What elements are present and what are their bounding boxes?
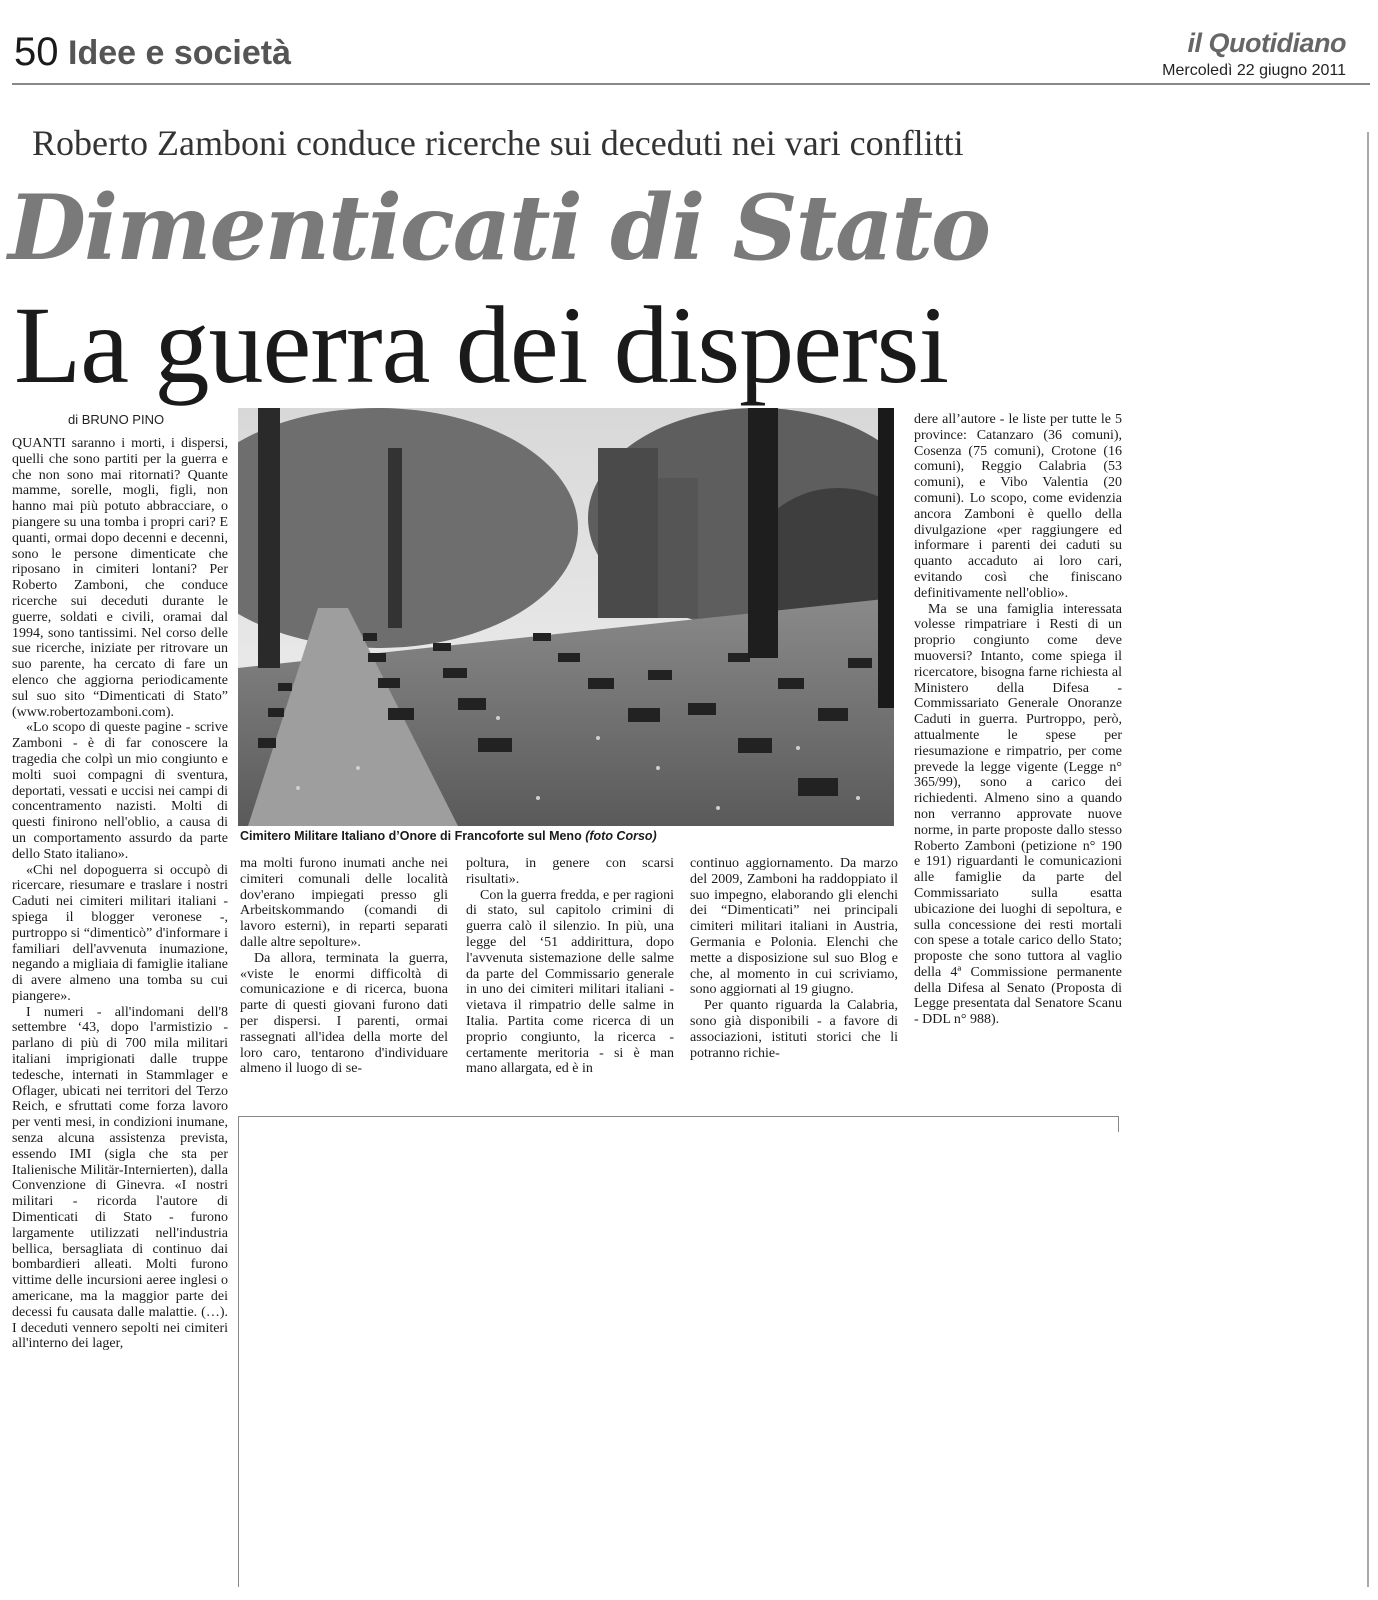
article-column-3 xyxy=(466,856,674,1106)
cemetery-photo xyxy=(238,408,894,826)
paragraph: poltura, in genere con scarsi risultati». xyxy=(466,856,674,887)
article-column-5 xyxy=(914,412,1122,1112)
paragraph: ma molti furono inumati anche nei cimiteri comunali delle località dov'erano impiegati presso gli Arbeitskommando (comandi di lavoro esterni), in reparti separati dalle altre sepolture». xyxy=(240,856,448,950)
paragraph: «Lo scopo di queste pagine - scrive Zamboni - è di far conoscere la tragedia che colpì un mio congiunto e molti suoi compagni di sventura, deportati, vessati e uccisi nei campi di concentramento nazisti. Molti di questi finirono nell'oblio, a causa di un comportamento assurdo da parte dello Stato italiano». xyxy=(12,720,228,862)
photo-credit: (foto Corso) xyxy=(585,829,657,843)
section-title: Idee e società xyxy=(68,34,292,72)
article-column-2 xyxy=(240,856,448,1106)
article-column-1 xyxy=(12,436,228,1586)
newspaper-logo: il Quotidiano xyxy=(1187,28,1346,58)
byline: di BRUNO PINO xyxy=(68,412,165,427)
article-headline-secondary: La guerra dei dispersi xyxy=(14,284,949,406)
page-number: 50 xyxy=(14,30,59,74)
paragraph: continuo aggiornamento. Da marzo del 2009, Zamboni ha raddoppiato il suo impegno, elaborando gli elenchi dei “Dimenticati” nei principali cimiteri militari italiani in Austria, Germania e Polonia. Elenchi che mette a disposizione sul suo Blog e che, al momento in cui scriviamo, sono aggiornati al 19 giugno. xyxy=(690,856,898,998)
paragraph: dere all’autore - le liste per tutte le 5 province: Catanzaro (36 comuni), Cosenza (75 comuni), Crotone (16 comuni), Reggio Calabria (53 comuni), e Vibo Valentia (20 comuni). Lo scopo, come evidenzia ancora Zamboni è quello della divulgazione «per raggiungere ed informare i parenti dei caduti su quanto accaduto ai loro cari, evitando così che finiscano definitivamente nell'oblio». xyxy=(914,412,1122,601)
paragraph: Con la guerra fredda, e per ragioni di stato, sul capitolo crimini di guerra calò il silenzio. In più, una legge del ‘51 addirittura, dopo l'avvenuta sistemazione delle salme da parte del Commissario generale in uno dei cimiteri militari italiani - vietava il rimpatrio delle salme in Italia. Partita come ricerca di un proprio congiunto, la ricerca - certamente meritoria - si è man mano allargata, ed è in xyxy=(466,887,674,1077)
paragraph: QUANTI saranno i morti, i dispersi, quelli che sono partiti per la guerra e che non sono mai ritornati? Quante mamme, sorelle, mogli, figli, non hanno mai più potuto abbracciare, o piangere su una tomba i propri cari? E quanti, ormai dopo decenni e decenni, sono le persone dimenticate che riposano in cimiteri lontani? Per Roberto Zamboni, che conduce ricerche sui deceduti durante le guerre, soldati e civili, oramai dal 1994, sono tantissimi. Nel corso delle sue ricerche, iniziate per ritrovare un suo parente, ha cercato di fare un elenco che aggiorna periodicamente sul suo sito “Dimenticati di Stato” (www.robertozamboni.com). xyxy=(12,436,228,720)
box-corner-rule xyxy=(1118,1116,1119,1132)
header-rule xyxy=(12,83,1370,85)
article-column-4 xyxy=(690,856,898,1106)
issue-date: Mercoledì 22 giugno 2011 xyxy=(1162,62,1346,79)
paragraph: Ma se una famiglia interessata volesse rimpatriare i Resti di un proprio congiunto come deve muoversi? Intanto, come spiega il ricercatore, bisogna farne richiesta al Ministero della Difesa - Commissariato Generale Onoranze Caduti in guerra. Purtroppo, però, attualmente le spese per riesumazione e rimpatrio, per come prevede la legge vigente (Legge n° 365/99), sono a carico dei richiedenti. Almeno sino a quando non verranno approvate nuove norme, in parte proposte dallo stesso Roberto Zamboni (petizione n° 190 e 191) riguardanti le comunicazioni alle famiglie da parte del Commissariato sulla esatta ubicazione dei luoghi di sepoltura, e sulla concessione dei resti mortali con spese a totale carico dello Stato; proposte che sono tuttora al vaglio della 4ª Commissione permanente della Difesa al Senato (Proposta di Legge presentata dal Senatore Scanu - DDL n° 988). xyxy=(914,601,1122,1028)
paragraph: Per quanto riguarda la Calabria, sono già disponibili - a favore di associazioni, istituti storici che li potranno richie- xyxy=(690,998,898,1061)
paragraph: «Chi nel dopoguerra si occupò di ricercare, riesumare e traslare i nostri Caduti nei cimiteri militari italiani - spiega il blogger veronese -, purtroppo si “dimenticò” d'informare i familiari dell'avvenuta inumazione, negando a migliaia di famiglie italiane di avere almeno una tomba su cui piangere». xyxy=(12,862,228,1004)
article-kicker: Roberto Zamboni conduce ricerche sui deceduti nei vari conflitti xyxy=(32,123,964,163)
article-headline-primary: Dimenticati di Stato xyxy=(8,175,990,281)
caption-text: Cimitero Militare Italiano d’Onore di Francoforte sul Meno xyxy=(240,829,582,843)
paragraph: I numeri - all'indomani dell'8 settembre ‘43, dopo l'armistizio - parlano di più di 700 mila militari italiani imprigionati dalle truppe tedesche, internati in Stammlager e Oflager, ubicati nei territori del Terzo Reich, e sfruttati come forza lavoro per venti mesi, in condizioni inumane, senza alcuna assistenza prevista, essendo IMI (sigla che sta per Italienische Militär-Internierten), dalla Convenzione di Ginevra. «I nostri militari - ricorda l'autore di Dimenticati di Stato - furono largamente utilizzati nell'industria bellica, bersagliata di continuo dai bombardieri alleati. Molti furono vittime delle incursioni aeree inglesi o americane, ma la maggior parte dei decessi fu causata dalle malattie. (…). I deceduti vennero sepolti nei cimiteri all'interno dei lager, xyxy=(12,1004,228,1352)
right-margin-rule xyxy=(1367,132,1369,1587)
paragraph: Da allora, terminata la guerra, «viste le enormi difficoltà di comunicazione e di ricerca, buona parte di questi giovani furono dati per dispersi. I parenti, ormai rassegnati all'idea della morte del loro caro, tentarono d'individuare almeno il luogo di se- xyxy=(240,950,448,1077)
empty-layout-box xyxy=(238,1116,1119,1587)
photo-caption xyxy=(240,829,657,843)
